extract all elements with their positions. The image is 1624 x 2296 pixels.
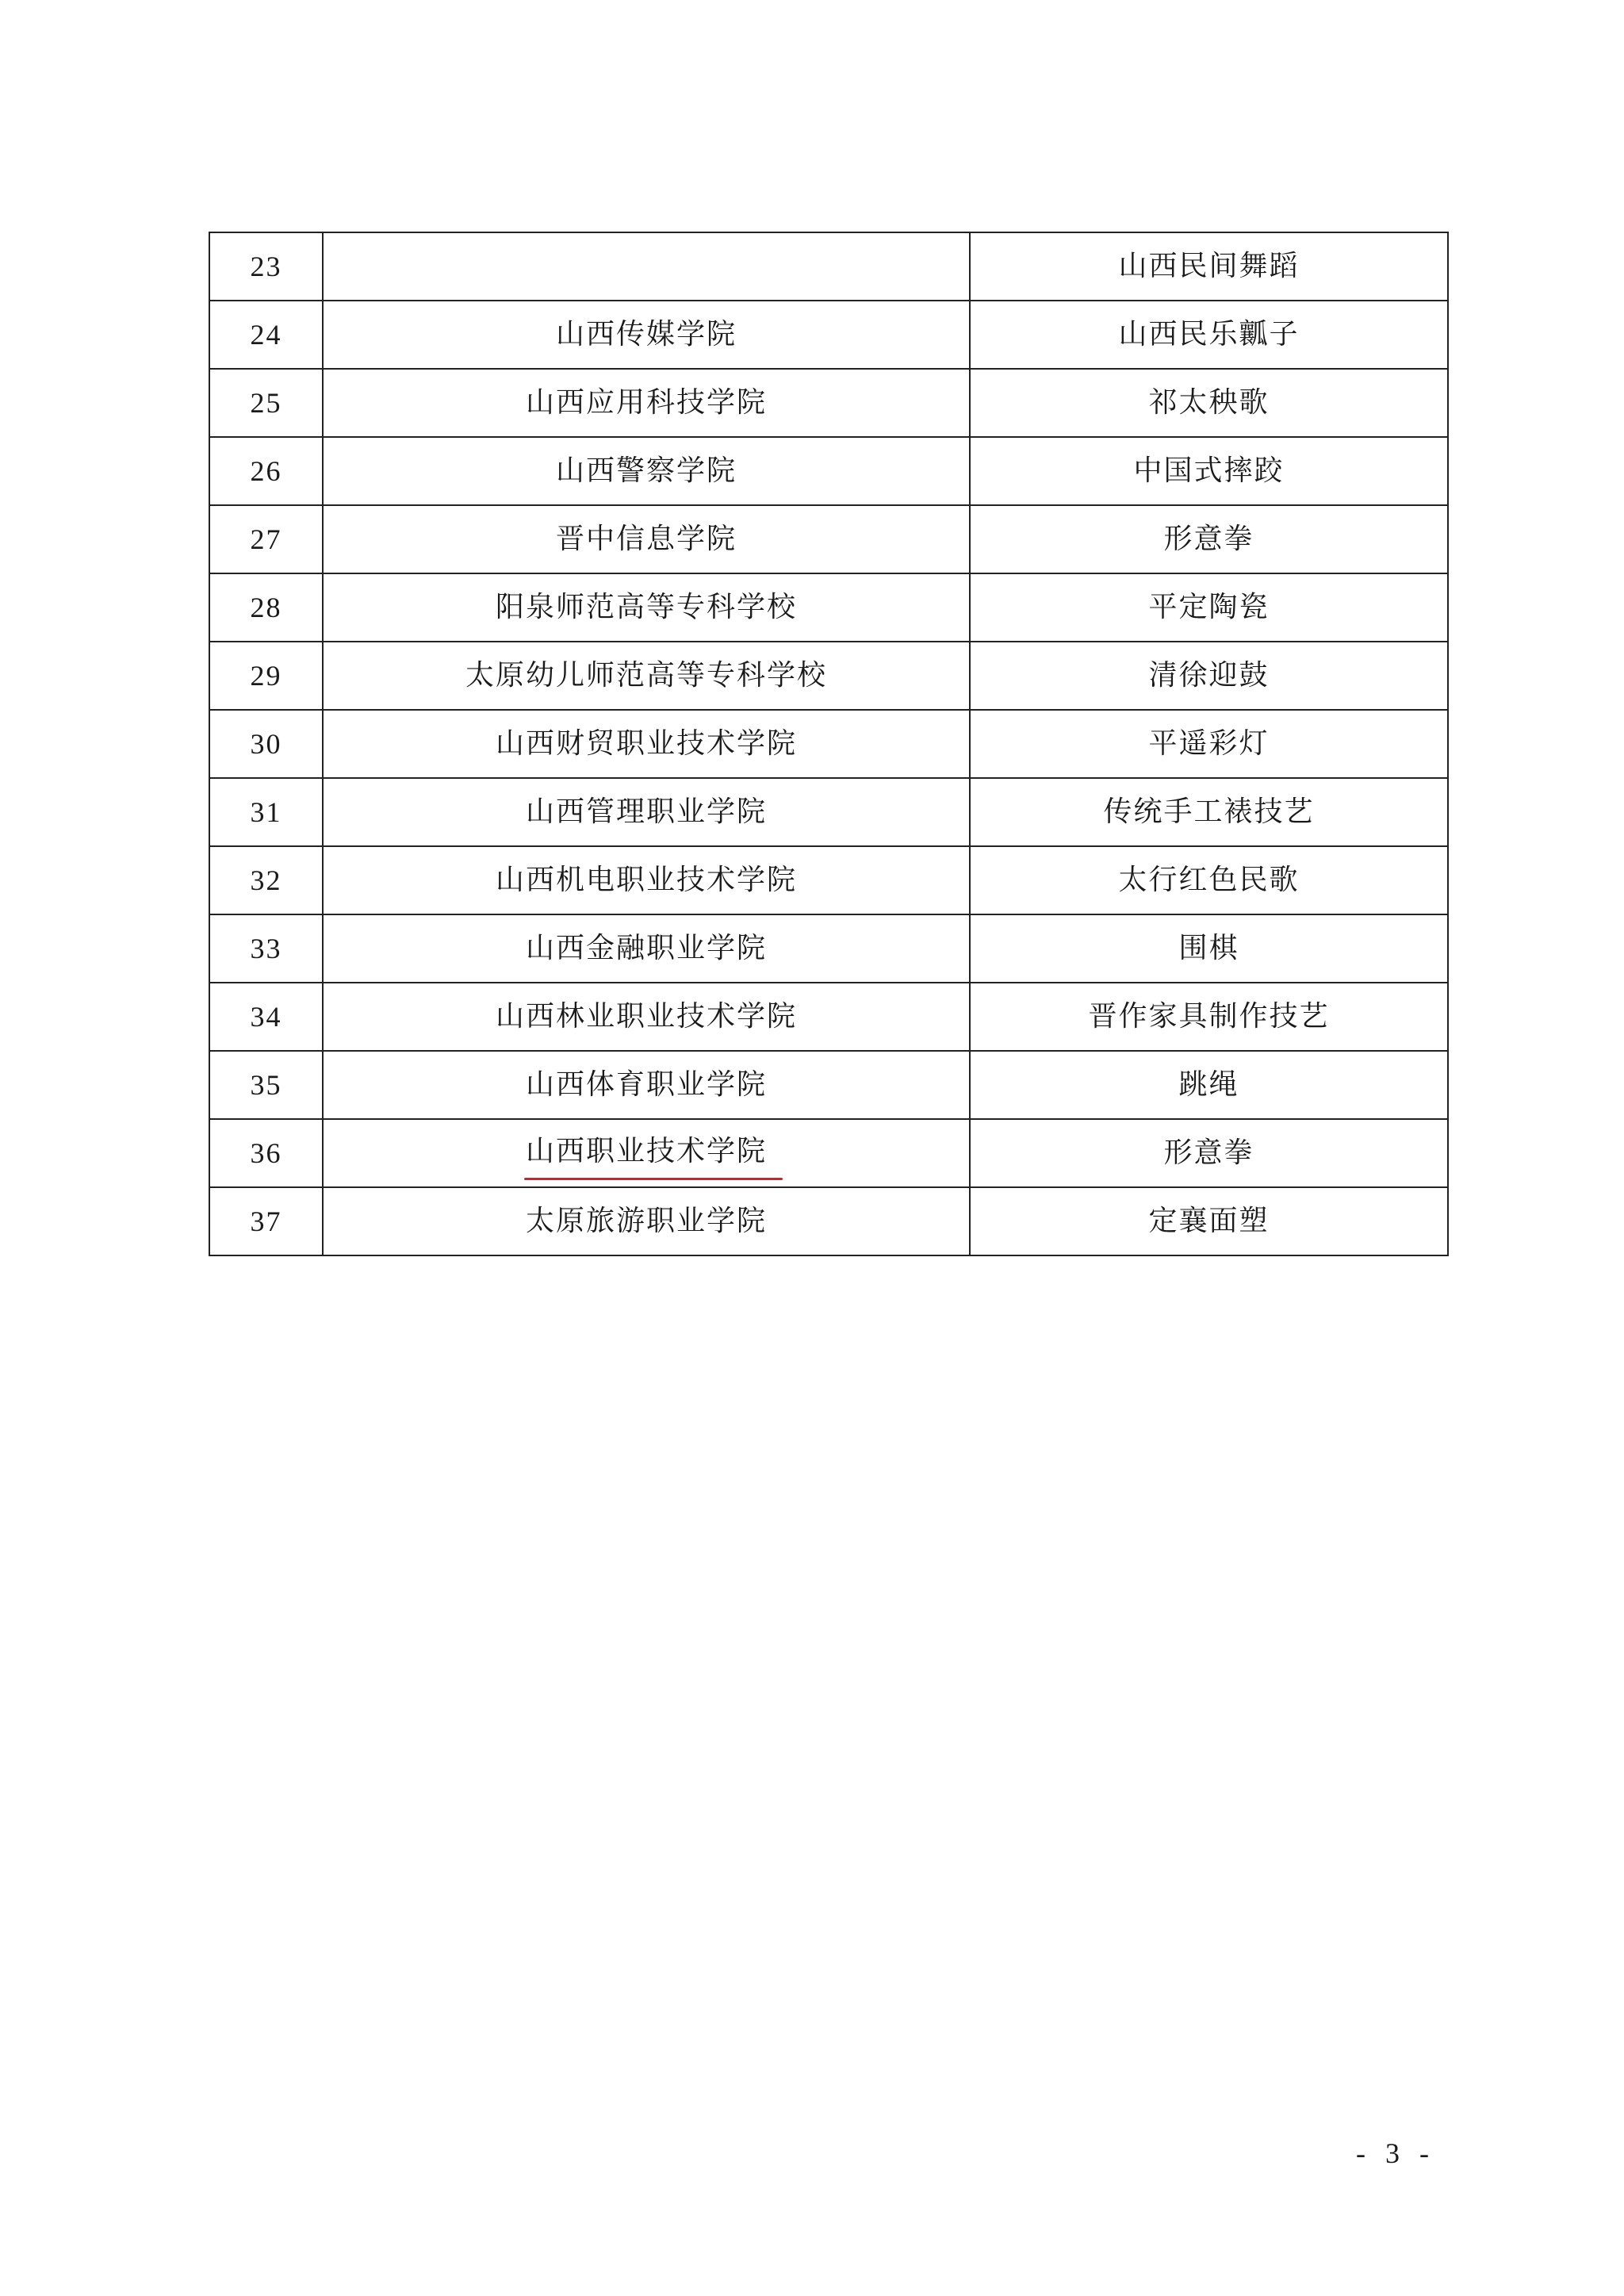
project-name: 平遥彩灯	[970, 710, 1448, 778]
institutions-table	[209, 232, 1449, 1256]
row-number: 31	[209, 778, 323, 846]
project-name: 形意拳	[970, 505, 1448, 573]
project-name: 山西民乐瓤子	[970, 301, 1448, 369]
table-row	[209, 505, 1448, 573]
school-name-highlighted	[323, 1119, 970, 1187]
page-number: - 3 -	[1356, 2137, 1435, 2169]
underlined-school-name: 山西职业技术学院	[525, 1135, 767, 1167]
school-name: 晋中信息学院	[323, 505, 970, 573]
row-number: 32	[209, 846, 323, 914]
row-number: 26	[209, 437, 323, 505]
row-number: 30	[209, 710, 323, 778]
project-name: 围棋	[970, 914, 1448, 983]
row-number: 35	[209, 1051, 323, 1119]
table-row	[209, 710, 1448, 778]
table-row	[209, 369, 1448, 437]
project-name: 形意拳	[970, 1119, 1448, 1187]
row-number: 33	[209, 914, 323, 983]
school-name: 山西应用科技学院	[323, 369, 970, 437]
row-number: 23	[209, 232, 323, 301]
table-row	[209, 232, 1448, 301]
school-name: 山西金融职业学院	[323, 914, 970, 983]
project-name: 晋作家具制作技艺	[970, 983, 1448, 1051]
school-name: 山西管理职业学院	[323, 778, 970, 846]
project-name: 中国式摔跤	[970, 437, 1448, 505]
project-name: 定襄面塑	[970, 1187, 1448, 1255]
project-name: 山西民间舞蹈	[970, 232, 1448, 301]
school-name: 太原幼儿师范高等专科学校	[323, 642, 970, 710]
project-name: 祁太秧歌	[970, 369, 1448, 437]
table-row	[209, 1187, 1448, 1255]
row-number: 37	[209, 1187, 323, 1255]
row-number: 36	[209, 1119, 323, 1187]
table-row	[209, 642, 1448, 710]
table-row	[209, 778, 1448, 846]
row-number: 27	[209, 505, 323, 573]
row-number: 24	[209, 301, 323, 369]
school-name: 阳泉师范高等专科学校	[323, 573, 970, 642]
project-name: 太行红色民歌	[970, 846, 1448, 914]
row-number: 28	[209, 573, 323, 642]
row-number: 34	[209, 983, 323, 1051]
row-number: 29	[209, 642, 323, 710]
school-name: 太原旅游职业学院	[323, 1187, 970, 1255]
table-row	[209, 983, 1448, 1051]
project-name: 跳绳	[970, 1051, 1448, 1119]
project-name: 清徐迎鼓	[970, 642, 1448, 710]
school-name: 山西林业职业技术学院	[323, 983, 970, 1051]
table-row	[209, 1051, 1448, 1119]
table-row	[209, 914, 1448, 983]
table-row	[209, 846, 1448, 914]
project-name: 传统手工裱技艺	[970, 778, 1448, 846]
table-row	[209, 437, 1448, 505]
school-name	[323, 232, 970, 301]
table-row	[209, 1119, 1448, 1187]
project-name: 平定陶瓷	[970, 573, 1448, 642]
school-name: 山西警察学院	[323, 437, 970, 505]
table-row	[209, 573, 1448, 642]
school-name: 山西传媒学院	[323, 301, 970, 369]
school-name: 山西机电职业技术学院	[323, 846, 970, 914]
table-row	[209, 301, 1448, 369]
school-name: 山西财贸职业技术学院	[323, 710, 970, 778]
school-name: 山西体育职业学院	[323, 1051, 970, 1119]
row-number: 25	[209, 369, 323, 437]
